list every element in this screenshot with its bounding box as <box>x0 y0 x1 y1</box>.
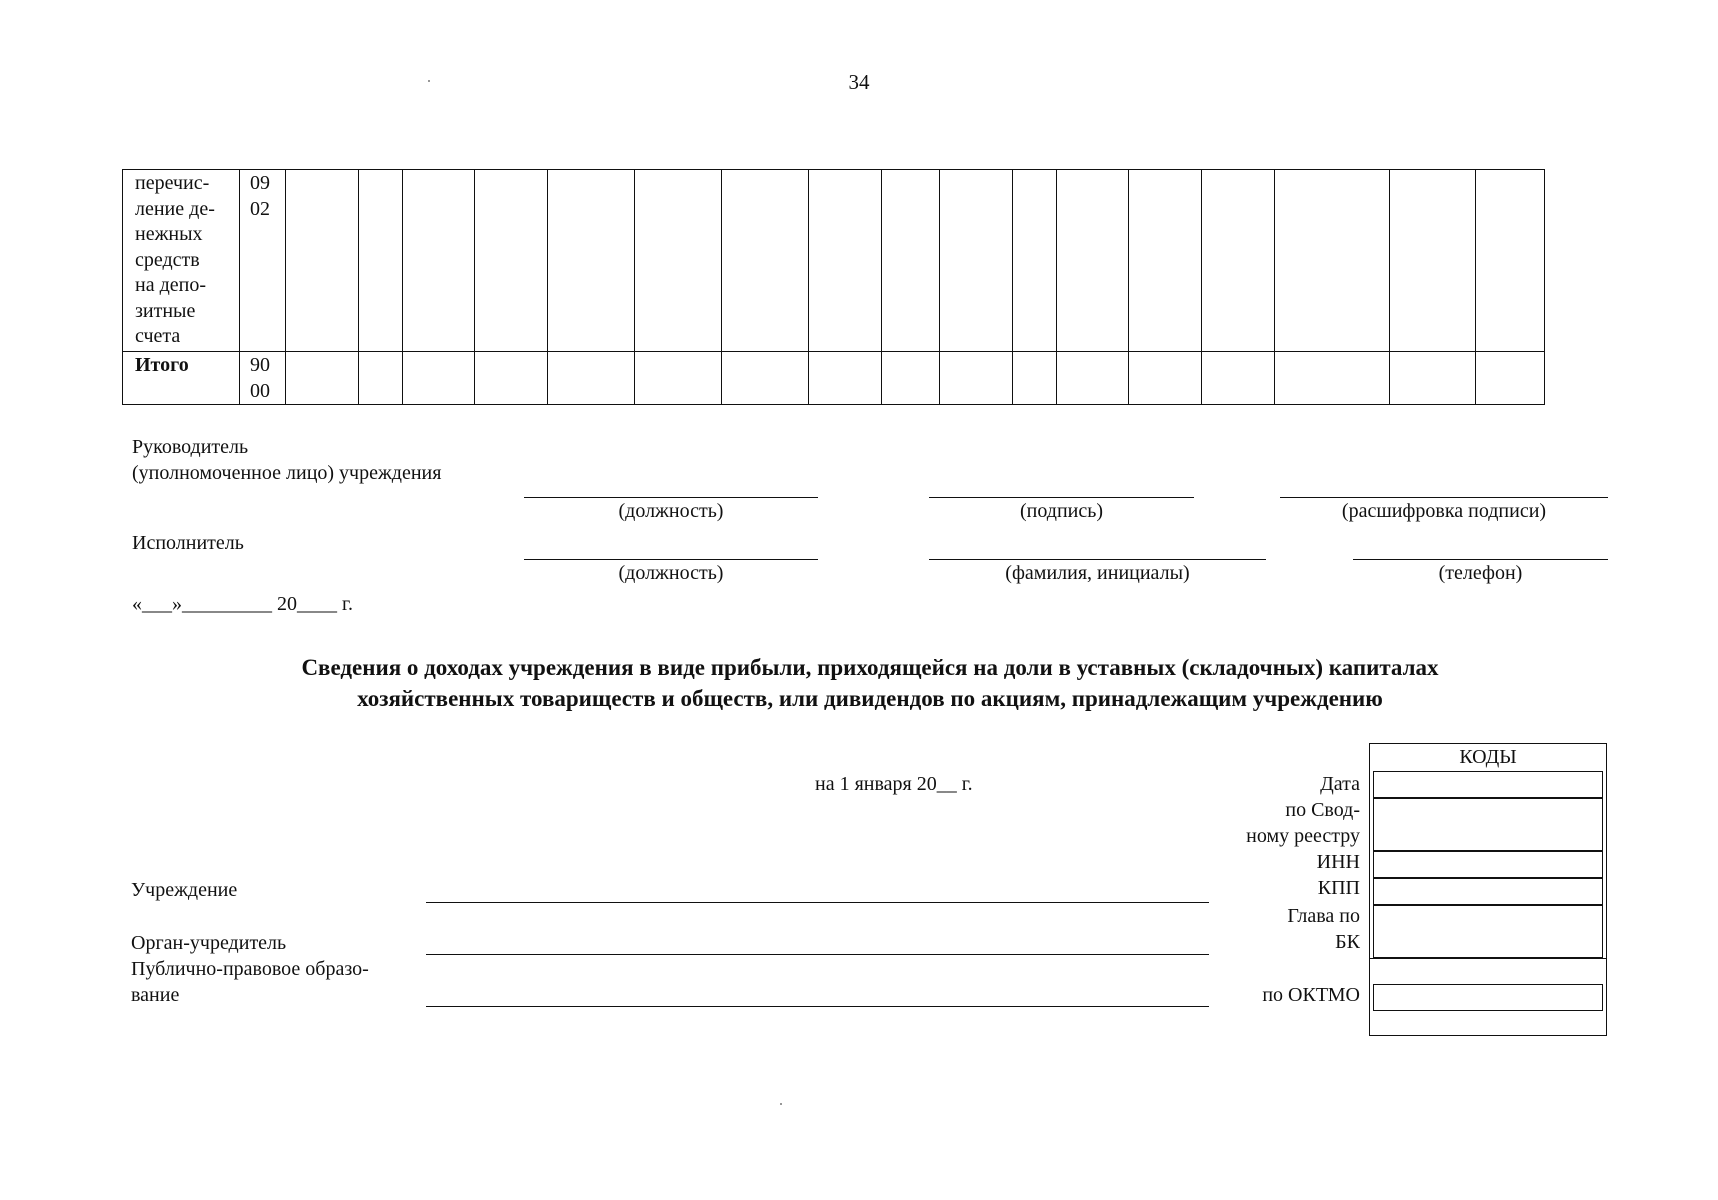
scan-speck <box>780 1103 782 1105</box>
executor-phone-line[interactable] <box>1353 559 1608 560</box>
table-cell[interactable] <box>286 352 359 405</box>
code-cell-registry[interactable] <box>1373 798 1603 851</box>
table-cell[interactable] <box>1057 352 1129 405</box>
executor-position-line[interactable] <box>524 559 818 560</box>
code-cell-chapter[interactable] <box>1373 905 1603 958</box>
caption-phone: (телефон) <box>1438 562 1523 584</box>
code-cell-oktmo[interactable] <box>1373 984 1603 1011</box>
table-cell[interactable] <box>359 352 403 405</box>
table-cell[interactable] <box>1476 170 1545 352</box>
code-label-chapter: Глава по <box>1287 905 1360 927</box>
founder-label: Орган-учредитель <box>131 932 287 954</box>
row-code: 90 00 <box>240 352 286 405</box>
table-cell[interactable] <box>940 170 1013 352</box>
table-cell[interactable] <box>1202 170 1275 352</box>
table-cell[interactable] <box>475 352 548 405</box>
table-cell[interactable] <box>1013 170 1057 352</box>
table-cell[interactable] <box>403 352 475 405</box>
table-cell[interactable] <box>1129 170 1202 352</box>
code-label-registry-cont: ному реестру <box>1246 825 1360 847</box>
head-label: Руководитель <box>132 436 249 458</box>
page-number: 34 <box>848 70 870 94</box>
code-cell-kpp[interactable] <box>1373 878 1603 905</box>
table-cell[interactable] <box>548 352 635 405</box>
row-code: 09 02 <box>240 170 286 352</box>
table-cell[interactable] <box>1275 170 1390 352</box>
table-cell[interactable] <box>1390 352 1476 405</box>
table-cell[interactable] <box>286 170 359 352</box>
caption-decoding: (расшифровка подписи) <box>1341 500 1547 522</box>
scan-speck <box>428 80 430 82</box>
caption-position: (должность) <box>618 562 724 584</box>
code-label-inn: ИНН <box>1316 851 1360 873</box>
section-title-line2: хозяйственных товариществ и обществ, или дивидендов по акциям, принадлежащим учреждению <box>357 686 1383 711</box>
head-signature-line[interactable] <box>929 497 1194 498</box>
table-cell[interactable] <box>722 352 809 405</box>
head-decoding-line[interactable] <box>1280 497 1608 498</box>
table-row <box>123 170 1545 352</box>
table-cell[interactable] <box>1013 352 1057 405</box>
date-line[interactable]: «___»_________ 20____ г. <box>132 593 353 615</box>
executor-name-line[interactable] <box>929 559 1266 560</box>
data-table <box>122 169 1545 405</box>
code-label-date: Дата <box>1320 773 1360 795</box>
table-cell[interactable] <box>1390 170 1476 352</box>
table-cell[interactable] <box>882 170 940 352</box>
code-label-chapter-cont: БК <box>1335 931 1360 953</box>
table-cell[interactable] <box>403 170 475 352</box>
table-cell[interactable] <box>548 170 635 352</box>
table-cell[interactable] <box>809 170 882 352</box>
table-cell[interactable] <box>940 352 1013 405</box>
table-cell[interactable] <box>475 170 548 352</box>
executor-label: Исполнитель <box>132 532 244 554</box>
public-entity-line[interactable] <box>426 1006 1209 1007</box>
code-label-kpp: КПП <box>1317 877 1360 899</box>
code-label-registry: по Свод- <box>1285 799 1360 821</box>
caption-position: (должность) <box>618 500 724 522</box>
table-cell[interactable] <box>1129 352 1202 405</box>
head-position-line[interactable] <box>524 497 818 498</box>
table-cell[interactable] <box>635 352 722 405</box>
code-divider <box>1370 958 1606 959</box>
table-cell[interactable] <box>1275 352 1390 405</box>
row-name: Итого <box>123 352 240 405</box>
codes-header: КОДЫ <box>1459 746 1517 768</box>
caption-signature: (подпись) <box>1019 500 1104 522</box>
code-label-oktmo: по ОКТМО <box>1262 984 1360 1006</box>
table-cell[interactable] <box>1476 352 1545 405</box>
table-cell[interactable] <box>809 352 882 405</box>
table-cell[interactable] <box>1057 170 1129 352</box>
public-entity-label: Публично-правовое образо- <box>131 958 369 980</box>
report-date: на 1 января 20__ г. <box>815 773 973 795</box>
institution-line[interactable] <box>426 902 1209 903</box>
codes-box <box>1369 743 1607 1036</box>
founder-line[interactable] <box>426 954 1209 955</box>
section-title-line1: Сведения о доходах учреждения в виде прибыли, приходящейся на доли в уставных (складочных) капиталах <box>301 655 1439 680</box>
code-cell-inn[interactable] <box>1373 851 1603 878</box>
institution-label: Учреждение <box>131 879 238 901</box>
table-cell[interactable] <box>635 170 722 352</box>
public-entity-label-cont: вание <box>131 984 180 1006</box>
caption-name: (фамилия, инициалы) <box>1005 562 1190 584</box>
table-cell[interactable] <box>359 170 403 352</box>
table-cell[interactable] <box>722 170 809 352</box>
table-row-total <box>123 352 1545 405</box>
table-cell[interactable] <box>1202 352 1275 405</box>
head-label-sub: (уполномоченное лицо) учреждения <box>132 462 442 484</box>
code-cell-date[interactable] <box>1373 771 1603 798</box>
table-cell[interactable] <box>882 352 940 405</box>
row-name: перечис- ление де- нежных средств на депо- зитные счета <box>123 170 240 352</box>
